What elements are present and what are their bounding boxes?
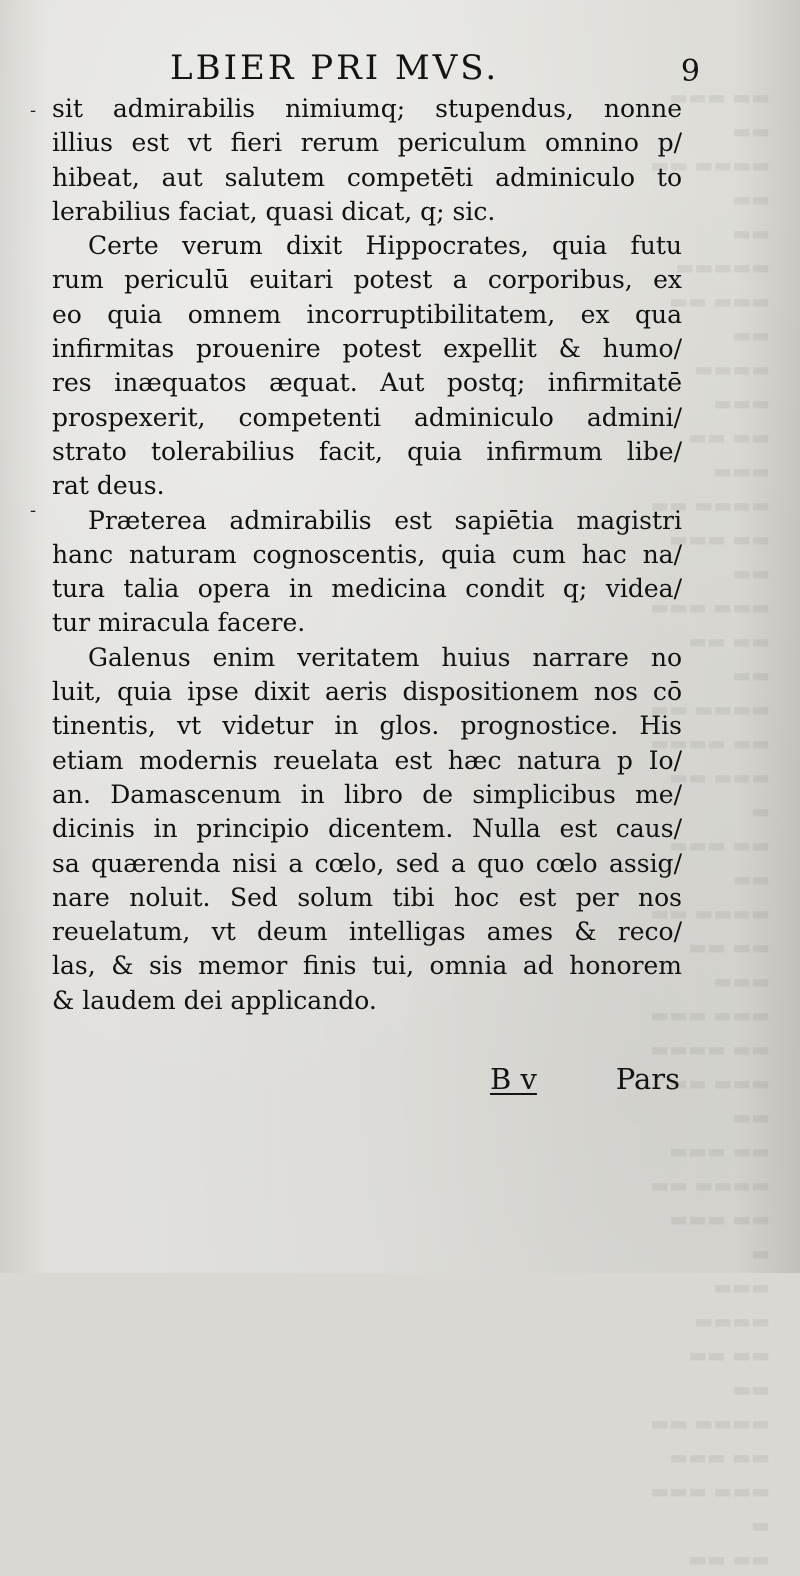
text-line: las, & sis memor finis tui, omnia ad honorem bbox=[52, 951, 682, 981]
text-line: res inæquatos æquat. Aut postq; infirmitatē bbox=[52, 368, 682, 398]
text-line: tura talia opera in medicina condit q; videa/ bbox=[52, 574, 682, 604]
text-line: nare noluit. Sed solum tibi hoc est per nos bbox=[52, 882, 682, 912]
catchline bbox=[490, 1062, 680, 1102]
folio-number: 9 bbox=[680, 54, 700, 89]
text-line: & laudem dei applicando. bbox=[52, 985, 377, 1015]
text-line: infirmitas prouenire potest expellit & humo/ bbox=[52, 334, 682, 364]
text-line: reuelatum, vt deum intelligas ames & reco/ bbox=[52, 917, 682, 947]
text-line: rat deus. bbox=[52, 471, 165, 501]
signature-mark-text: B v bbox=[490, 1062, 537, 1096]
text-line: strato tolerabilius facit, quia infirmum libe/ bbox=[52, 436, 682, 466]
text-line: sit admirabilis nimiumq; stupendus, nonne bbox=[52, 94, 682, 123]
signature-mark bbox=[490, 1062, 537, 1096]
margin-dash-mark: - bbox=[30, 100, 37, 121]
text-line: prospexerit, competenti adminiculo admini/ bbox=[52, 402, 682, 432]
text-line: luit, quia ipse dixit aeris dispositionem nos cō bbox=[52, 677, 682, 707]
running-title: LBIER PRI MVS. bbox=[170, 48, 500, 88]
body-text bbox=[52, 92, 682, 1018]
margin-dash-mark: - bbox=[30, 500, 37, 521]
text-line: an. Damascenum in libro de simplicibus me/ bbox=[52, 779, 682, 809]
text-line: Præterea admirabilis est sapiētia magistri bbox=[88, 505, 682, 535]
text-line: tur miracula facere. bbox=[52, 608, 306, 638]
text-line: Galenus enim veritatem huius narrare no bbox=[88, 642, 682, 672]
text-line: Certe verum dixit Hippocrates, quia futu bbox=[88, 231, 682, 261]
catchword: Pars bbox=[615, 1062, 680, 1096]
text-line: dicinis in principio dicentem. Nulla est caus/ bbox=[52, 814, 682, 844]
text-line: tinentis, vt videtur in glos. prognostice. His bbox=[52, 711, 682, 741]
text-line: eo quia omnem incorruptibilitatem, ex qua bbox=[52, 299, 682, 329]
text-line: sa quærenda nisi a cœlo, sed a quo cœlo assig/ bbox=[52, 848, 682, 878]
text-line: illius est vt fieri rerum periculum omnino p/ bbox=[52, 128, 682, 158]
show-through-shadow: ▬▬ ▬▬▬ ▬▬ ▬▬▬▬ ▬▬ ▬▬ ▬▬ ▬▬▬▬▬ ▬▬▬ ▬▬ ▬▬ ▬▬▬▬ ▬▬▬ ▬▬ ▬▬ ▬▬▬ ▬▬▬▬ ▬▬ ▬▬ ▬▬▬ ▬▬ ▬▬▬ ▬▬▬ ▬▬ ▬▬ ▬▬ ▬▬▬▬ ▬▬ ▬▬ ▬▬▬▬ ▬▬▬ ▬▬ ▬ ▬▬ ▬▬▬ ▬▬ ▬▬▬▬ ▬▬ ▬▬ ▬▬ ▬▬▬ ▬▬▬ ▬▬▬ ▬▬ ▬▬▬▬ ▬▬▬ ▬▬ ▬▬ ▬▬ ▬▬▬ ▬▬▬▬ ▬▬ ▬▬ ▬▬▬ ▬ ▬▬▬ ▬▬▬▬ ▬▬ ▬▬ ▬▬ ▬▬▬▬ ▬▬ ▬▬ ▬▬▬ ▬▬▬ ▬▬▬ ▬ ▬▬ ▬▬ bbox=[650, 85, 770, 1571]
text-line: hibeat, aut salutem competēti adminiculo to bbox=[52, 162, 682, 192]
text-line: hanc naturam cognoscentis, quia cum hac na/ bbox=[52, 539, 682, 569]
text-line: lerabilius faciat, quasi dicat, q; sic. bbox=[52, 196, 496, 226]
text-line: etiam modernis reuelata est hæc natura p Io/ bbox=[52, 745, 682, 775]
text-line: rum periculū euitari potest a corporibus, ex bbox=[52, 265, 682, 295]
page-header bbox=[170, 48, 700, 92]
